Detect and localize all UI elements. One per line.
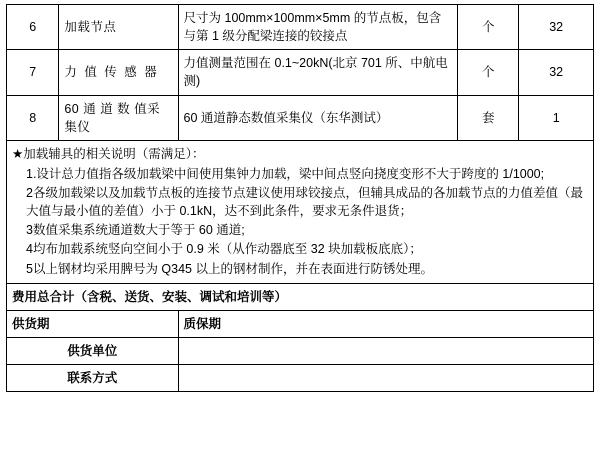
supplier-value[interactable] <box>178 337 593 364</box>
row-quantity: 32 <box>519 50 594 95</box>
row-description: 60 通道静态数值采集仪（东华测试） <box>178 95 458 140</box>
row-name: 60 通 道 数 值采集仪 <box>59 95 178 140</box>
notes-row <box>7 140 594 283</box>
specification-table <box>6 4 594 392</box>
table-row <box>7 5 594 50</box>
row-quantity: 1 <box>519 95 594 140</box>
total-label: 费用总合计（含税、送货、安装、调试和培训等） <box>7 283 594 310</box>
row-index: 6 <box>7 5 59 50</box>
contact-row <box>7 365 594 392</box>
note-item: 3数值采集系统通道数大于等于 60 通道; <box>26 223 245 238</box>
row-quantity: 32 <box>519 5 594 50</box>
contact-value[interactable] <box>178 365 593 392</box>
row-name: 加载节点 <box>59 5 178 50</box>
row-unit: 个 <box>458 5 519 50</box>
note-item: 1.设计总力值指各级加载梁中间使用集钟力加载，梁中间点竖向挠度变形不大于跨度的 1/1000; <box>26 166 545 181</box>
period-row <box>7 310 594 337</box>
row-index: 7 <box>7 50 59 95</box>
note-item: 5以上钢材均采用脾号为 Q345 以上的钢材制作，并在表面进行防锈处理。 <box>26 261 433 276</box>
note-item: 2各级加载梁以及加载节点板的连接节点建议使用球铰接点，但辅具成品的各加载节点的力值差值（最大值与最小值的差值）小于 0.1kN，达不到此条件，要求无条件退货； <box>26 186 583 219</box>
total-row <box>7 283 594 310</box>
row-description: 力值测量范围在 0.1~20kN(北京 701 所、中航电测) <box>178 50 458 95</box>
row-unit: 个 <box>458 50 519 95</box>
warranty-label: 质保期 <box>178 310 593 337</box>
table-body <box>7 5 594 392</box>
row-name: 力 值 传 感 器 <box>59 50 178 95</box>
row-description: 尺寸为 100mm×100mm×5mm 的节点板，包含与第 1 级分配梁连接的铰接点 <box>178 5 458 50</box>
contact-label: 联系方式 <box>7 365 179 392</box>
supplier-row <box>7 337 594 364</box>
supplier-label: 供货单位 <box>7 337 179 364</box>
table-row <box>7 95 594 140</box>
supply-period-label: 供货期 <box>7 310 179 337</box>
notes-block <box>7 140 594 283</box>
note-item: 4均布加载系统竖向空间小于 0.9 米（从作动器底至 32 块加载板底底）； <box>26 242 422 257</box>
notes-list <box>12 165 588 278</box>
notes-title: ★加载辅具的相关说明（需满足）： <box>12 146 205 161</box>
row-unit: 套 <box>458 95 519 140</box>
row-index: 8 <box>7 95 59 140</box>
table-row <box>7 50 594 95</box>
